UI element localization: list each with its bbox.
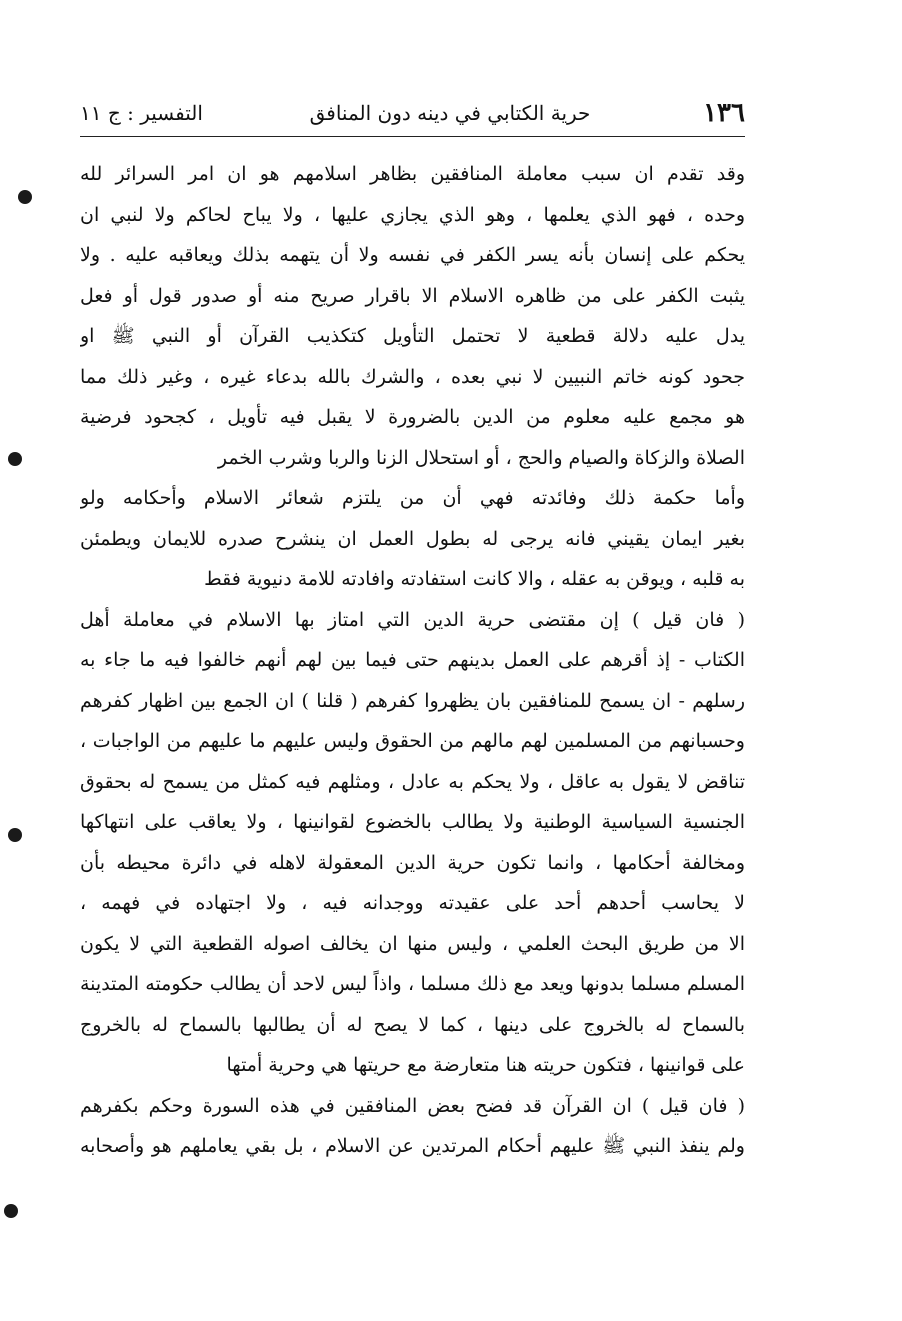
text-line: رسلهم - ان يسمح للمنافقين بان يظهروا كفرهم ( قلنا ) ان الجمع بين اظهار كفرهم (80, 689, 745, 712)
text-line: الكتاب - إذ أقرهم على العمل بدينهم حتى فيما بين لهم أنهم خالفوا فيه ما جاء به (80, 649, 745, 671)
section-label: التفسير : ج ١١ (80, 101, 203, 125)
text-line: بالسماح له بالخروج على دينها ، كما لا يصح له أن يطالبها بالسماح له بالخروج (80, 1013, 745, 1036)
text-line: وحسبانهم من المسلمين لهم مالهم من الحقوق وليس عليهم ما عليهم من الواجبات ، (80, 730, 745, 752)
text-line: تناقض لا يقول به عاقل ، ولا يحكم به عادل ، ومثلهم فيه كمثل من يسمح له بحقوق (80, 770, 745, 793)
scan-hole-mark (8, 452, 22, 466)
scan-hole-mark (4, 1204, 18, 1218)
text-line: وأما حكمة ذلك وفائدته فهي أن من يلتزم شعائر الاسلام وأحكامه ولو (80, 487, 745, 509)
text-line: الصلاة والزكاة والصيام والحج ، أو استحلال الزنا والربا وشرب الخمر (217, 446, 745, 469)
text-line: هو مجمع عليه معلوم من الدين بالضرورة لا يقبل فيه تأويل ، كجحود فرضية (80, 406, 745, 428)
text-line: ( فان قيل ) ان القرآن قد فضح بعض المنافقين في هذه السورة وحكم بكفرهم (80, 1094, 745, 1117)
header-rule (80, 136, 745, 137)
text-line: وحده ، فهو الذي يعلمها ، وهو الذي يجازي عليها ، ولا يباح لحاكم ولا لنبي ان (80, 203, 745, 226)
text-line: الجنسية السياسية الوطنية ولا يطالب بالخضوع لقوانينها ، ولا يعاقب على انتهاكها (80, 811, 745, 833)
text-line: ومخالفة أحكامها ، وانما تكون حرية الدين المعقولة لاهله في دائرة محيطه بأن (80, 851, 745, 874)
body-text (80, 154, 745, 1167)
text-line: جحود كونه خاتم النبيين لا نبي بعده ، والشرك بالله بدعاء غيره ، وغير ذلك مما (80, 365, 745, 388)
text-line: يحكم على إنسان بأنه يسر الكفر في نفسه ولا أن يتهمه بذلك ويعاقبه عليه . ولا (80, 244, 745, 266)
page-header (80, 90, 745, 136)
page-number: ١٣٦ (703, 98, 745, 128)
page (80, 90, 745, 1290)
text-line: المسلم مسلما بدونها ويعد مع ذلك مسلما ، واذاً ليس لاحد أن يطالب حكومته المتدينة (80, 973, 745, 995)
running-title: حرية الكتابي في دينه دون المنافق (309, 101, 591, 125)
text-line: لا يحاسب أحدهم أحد على عقيدته ووجدانه فيه ، ولا اجتهاده في فهمه ، (80, 892, 745, 914)
text-line: وقد تقدم ان سبب معاملة المنافقين بظاهر اسلامهم هو ان امر السرائر لله (80, 163, 745, 185)
text-line: الا من طريق البحث العلمي ، وليس منها ان يخالف اصوله القطعية التي لا يكون (80, 932, 745, 955)
text-line: بغير ايمان يقيني فانه يرجى له بطول العمل ان ينشرح صدره للايمان ويطمئن (80, 527, 745, 550)
text-line: به قلبه ، ويوقن به عقله ، والا كانت استفادته وافادته للامة دنيوية فقط (204, 568, 745, 590)
text-line: ( فان قيل ) إن مقتضى حرية الدين التي امتاز بها الاسلام في معاملة أهل (80, 608, 745, 631)
scan-hole-mark (8, 828, 22, 842)
text-line: يدل عليه دلالة قطعية لا تحتمل التأويل كتكذيب القرآن أو النبي ﷺ او (80, 325, 745, 347)
text-line: ولم ينفذ النبي ﷺ عليهم أحكام المرتدين عن الاسلام ، بل بقي يعاملهم هو وأصحابه (80, 1135, 745, 1157)
text-line: على قوانينها ، فتكون حريته هنا متعارضة مع حريتها هي وحرية أمتها (226, 1054, 745, 1076)
text-line: يثبت الكفر على من ظاهره الاسلام الا باقرار صريح منه أو صدور قول أو فعل (80, 284, 745, 307)
scan-hole-mark (18, 190, 32, 204)
